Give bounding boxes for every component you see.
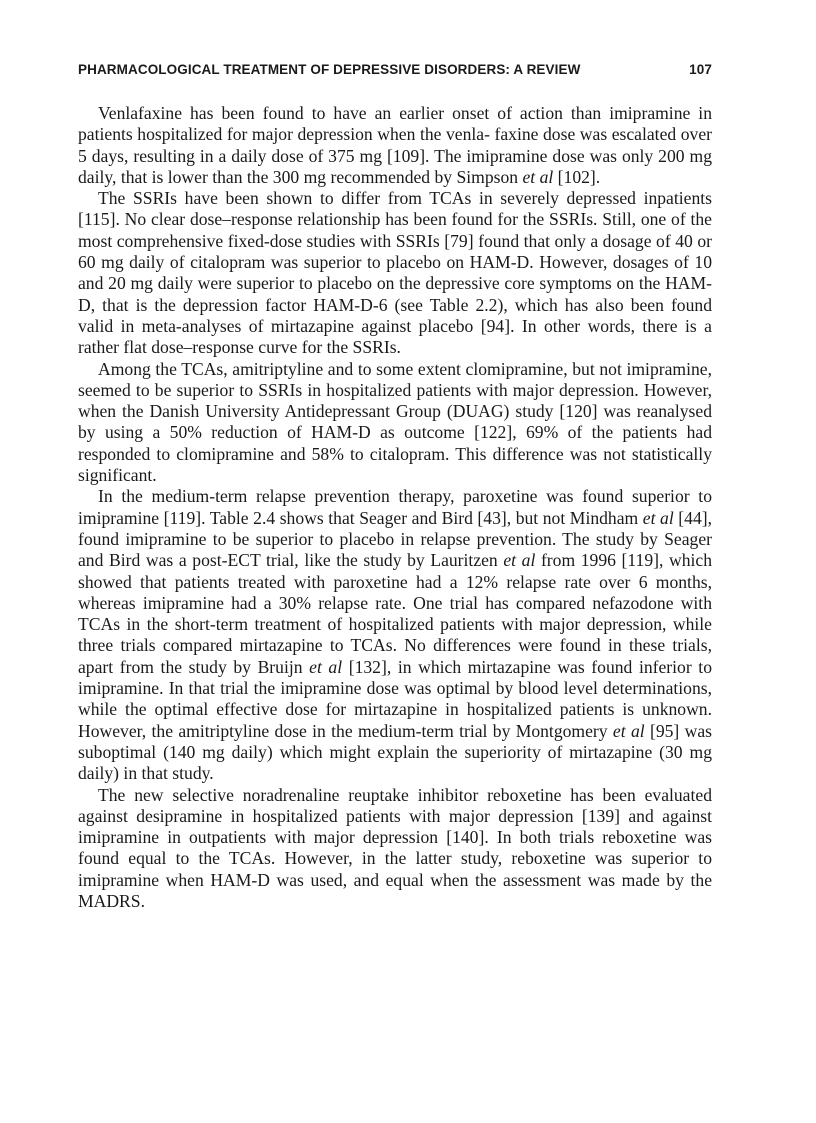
- paragraph: [78, 103, 712, 188]
- italic-run: et al: [522, 166, 554, 187]
- page-number: 107: [689, 62, 712, 77]
- paragraph: [78, 188, 712, 358]
- text-run: In the medium-term relapse prevention therapy, paroxetine was found superior to imipramine [119]. Table 2.4 shows that Seager and Bird [43], but not Mindham: [78, 486, 712, 528]
- paragraph: [78, 486, 712, 784]
- text-run: [102].: [553, 166, 601, 187]
- text-run: from 1996 [119], which showed that patients treated with paroxetine had a 12% relapse rate over 6 months, whereas imipramine had a 30% relapse rate. One trial has compared nefazodone with TCAs in the short-term treatment of hospitalized patients with major depression, while three trials compared mirtazapine to TCAs. No differences were found in these trials, apart from the study by Bruijn: [78, 550, 713, 677]
- text-run: [132], in which mirtazapine was found inferior to imipramine. In that trial the imipramine dose was optimal by blood level determinations, while the optimal effective dose for mirtazapine in hospitalized patients is unknown. However, the amitriptyline dose in the medium-term trial by Montgomery: [78, 656, 712, 741]
- italic-run: et al: [309, 656, 343, 677]
- text-run: The SSRIs have been shown to differ from TCAs in severely depressed inpatients [115]. No clear dose–response relationship has been found for the SSRIs. Still, one of the most comprehensive fixed-dose studies with SSRIs [79] found that only a dosage of 40 or 60 mg daily of citalopram was superior to placebo on HAM-D. However, dosages of 10 and 20 mg daily were superior to placebo on the depressive core symptoms on the HAM-D, that is the depression factor HAM-D-6 (see Table 2.2), which has also been found valid in meta-analyses of mirtazapine against placebo [94]. In other words, there is a rather flat dose–response curve for the SSRIs.: [78, 188, 712, 358]
- page: [78, 62, 712, 912]
- text-run: [95] was suboptimal (140 mg daily) which might explain the superiority of mirtazapine (30 mg daily) in that study.: [78, 720, 712, 784]
- italic-run: et al: [612, 720, 645, 741]
- paragraph: [78, 359, 712, 487]
- running-header: [78, 62, 712, 77]
- italic-run: et al: [503, 550, 536, 571]
- running-title: PHARMACOLOGICAL TREATMENT OF DEPRESSIVE DISORDERS: A REVIEW: [78, 62, 581, 77]
- text-run: Venlafaxine has been found to have an earlier onset of action than imipramine in patients hospitalized for major depression when the venla- faxine dose was escalated over 5 days, resulting in a daily dose of 375 mg [109]. The imipramine dose was only 200 mg daily, that is lower than the 300 mg recommended by Simpson: [78, 103, 712, 187]
- text-run: The new selective noradrenaline reuptake inhibitor reboxetine has been evaluated against desipramine in hospitalized patients with major depression [139] and against imipramine in outpatients with major depression [140]. In both trials reboxetine was found equal to the TCAs. However, in the latter study, reboxetine was superior to imipramine when HAM-D was used, and equal when the assessment was made by the MADRS.: [78, 784, 712, 911]
- text-run: Among the TCAs, amitriptyline and to some extent clomipramine, but not imipramine, seemed to be superior to SSRIs in hospitalized patients with major depression. However, when the Danish University Antidepressant Group (DUAG) study [120] was reanalysed by using a 50% reduction of HAM-D as outcome [122], 69% of the patients had responded to clomipramine and 58% to citalopram. This difference was not statistically significant.: [78, 358, 712, 486]
- paragraph: [78, 785, 712, 913]
- body-text: [78, 103, 712, 912]
- text-run: [44], found imipramine to be superior to placebo in relapse prevention. The study by Seager and Bird was a post-ECT trial, like the study by Lauritzen: [78, 507, 713, 571]
- italic-run: et al: [642, 507, 674, 528]
